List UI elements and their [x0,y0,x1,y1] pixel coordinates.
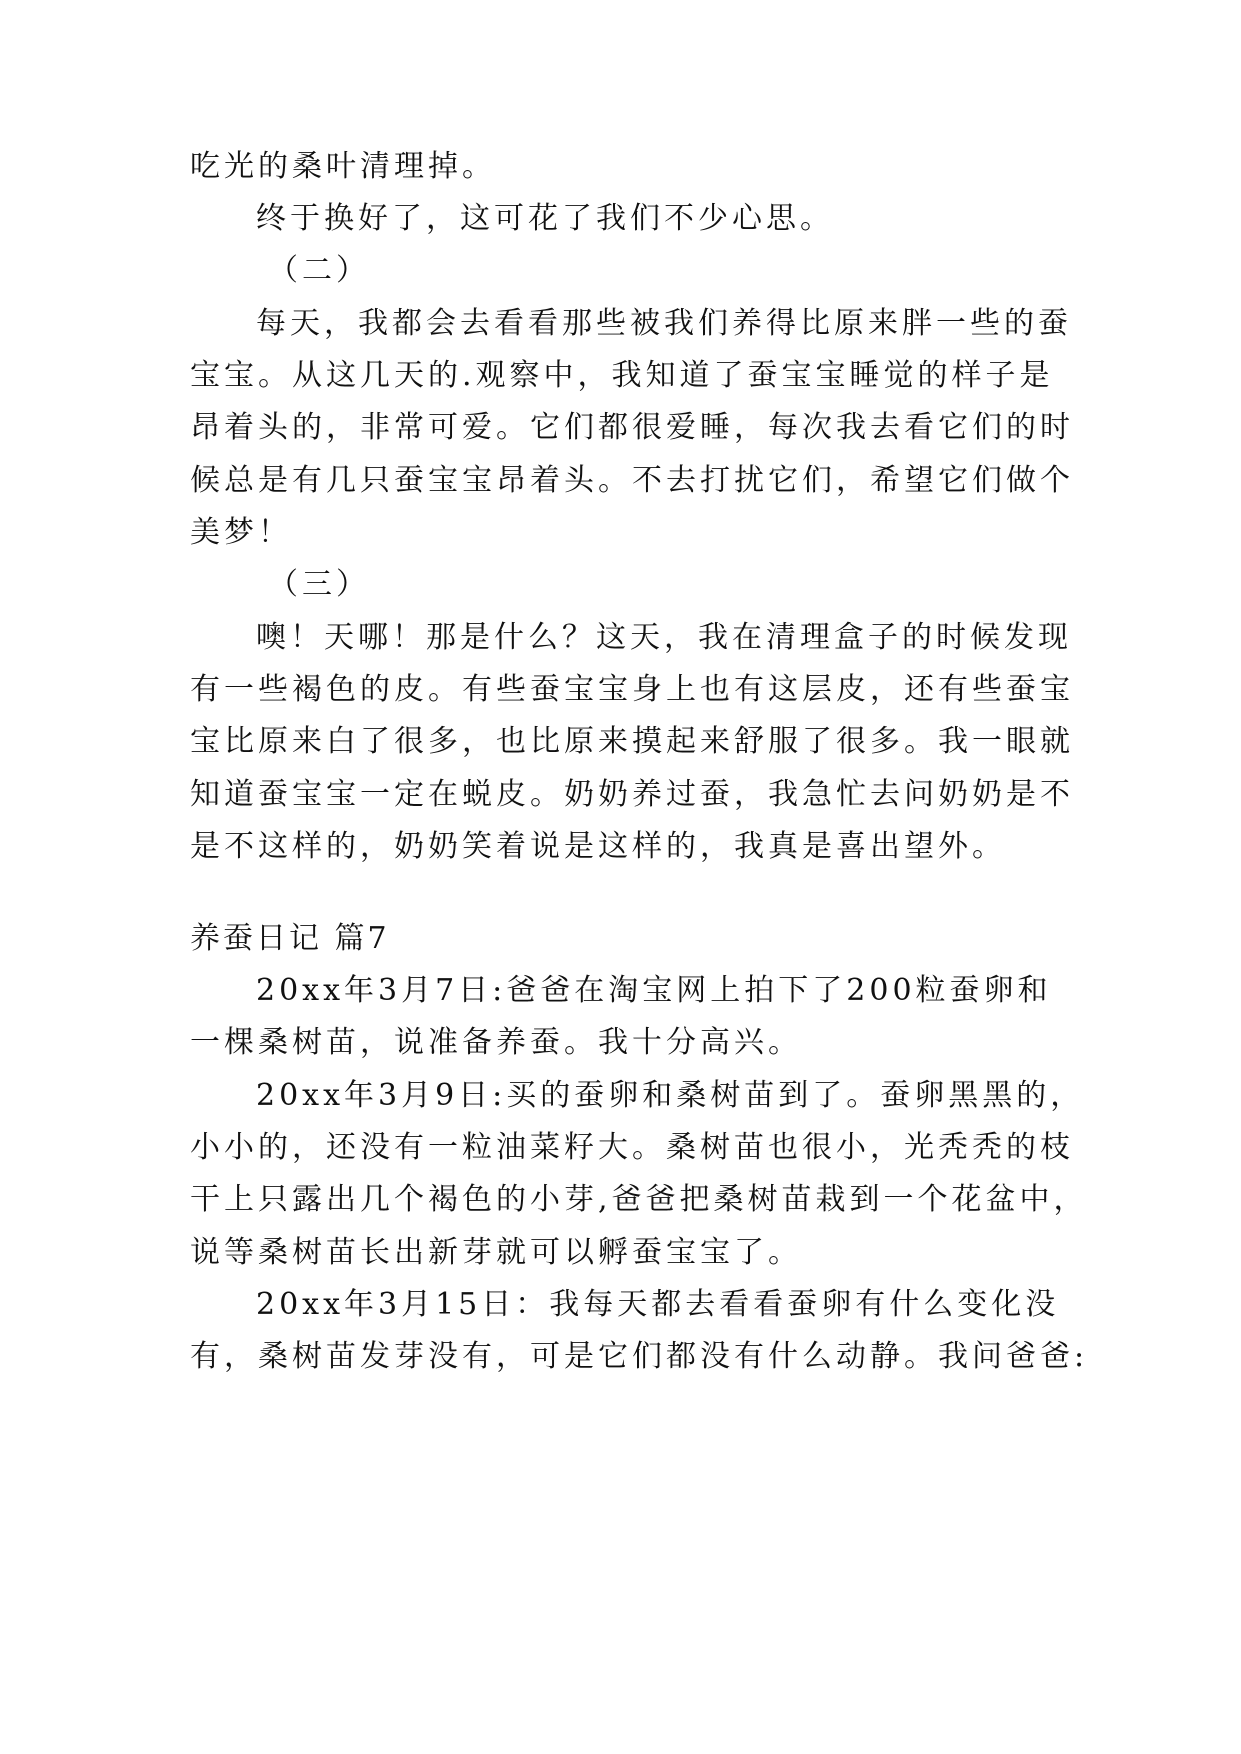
text-line: 小小的，还没有一粒油菜籽大。桑树苗也很小，光秃秃的枝 [190,1130,1074,1165]
document-page [190,0,1089,1754]
text-line: 昂着头的，非常可爱。它们都很爱睡，每次我去看它们的时 [190,410,1074,445]
text-line: 说等桑树苗长出新芽就可以孵蚕宝宝了。 [190,1235,802,1270]
text-line: 干上只露出几个褐色的小芽,爸爸把桑树苗栽到一个花盆中， [190,1182,1088,1217]
text-line: 噢！天哪！那是什么？这天，我在清理盒子的时候发现 [256,620,1072,655]
text-line: 宝宝。从这几天的.观察中，我知道了蚕宝宝睡觉的样子是 [190,358,1054,393]
section-marker: （三） [268,567,370,602]
section-title: 养蚕日记 篇7 [190,921,390,956]
text-line: 吃光的桑叶清理掉。 [190,149,496,184]
text-line: 宝比原来白了很多，也比原来摸起来舒服了很多。我一眼就 [190,724,1074,759]
text-line: 有，桑树苗发芽没有，可是它们都没有什么动静。我问爸爸: [190,1339,1089,1374]
text-line: 是不这样的，奶奶笑着说是这样的，我真是喜出望外。 [190,829,1006,864]
text-line: 美梦！ [190,515,292,550]
text-line: 终于换好了，这可花了我们不少心思。 [256,201,834,236]
diary-entry: 20xx年3月7日:爸爸在淘宝网上拍下了200粒蚕卵和 [256,973,1052,1008]
text-line: 候总是有几只蚕宝宝昂着头。不去打扰它们，希望它们做个 [190,463,1074,498]
text-line: 一棵桑树苗，说准备养蚕。我十分高兴。 [190,1025,802,1060]
text-line: 有一些褐色的皮。有些蚕宝宝身上也有这层皮，还有些蚕宝 [190,672,1074,707]
diary-entry: 20xx年3月9日:买的蚕卵和桑树苗到了。蚕卵黑黑的， [256,1078,1085,1113]
text-line: 知道蚕宝宝一定在蜕皮。奶奶养过蚕，我急忙去问奶奶是不 [190,777,1074,812]
section-marker: （二） [268,253,370,288]
diary-entry: 20xx年3月15日：我每天都去看看蚕卵有什么变化没 [256,1287,1060,1322]
text-line: 每天，我都会去看看那些被我们养得比原来胖一些的蚕 [256,306,1072,341]
